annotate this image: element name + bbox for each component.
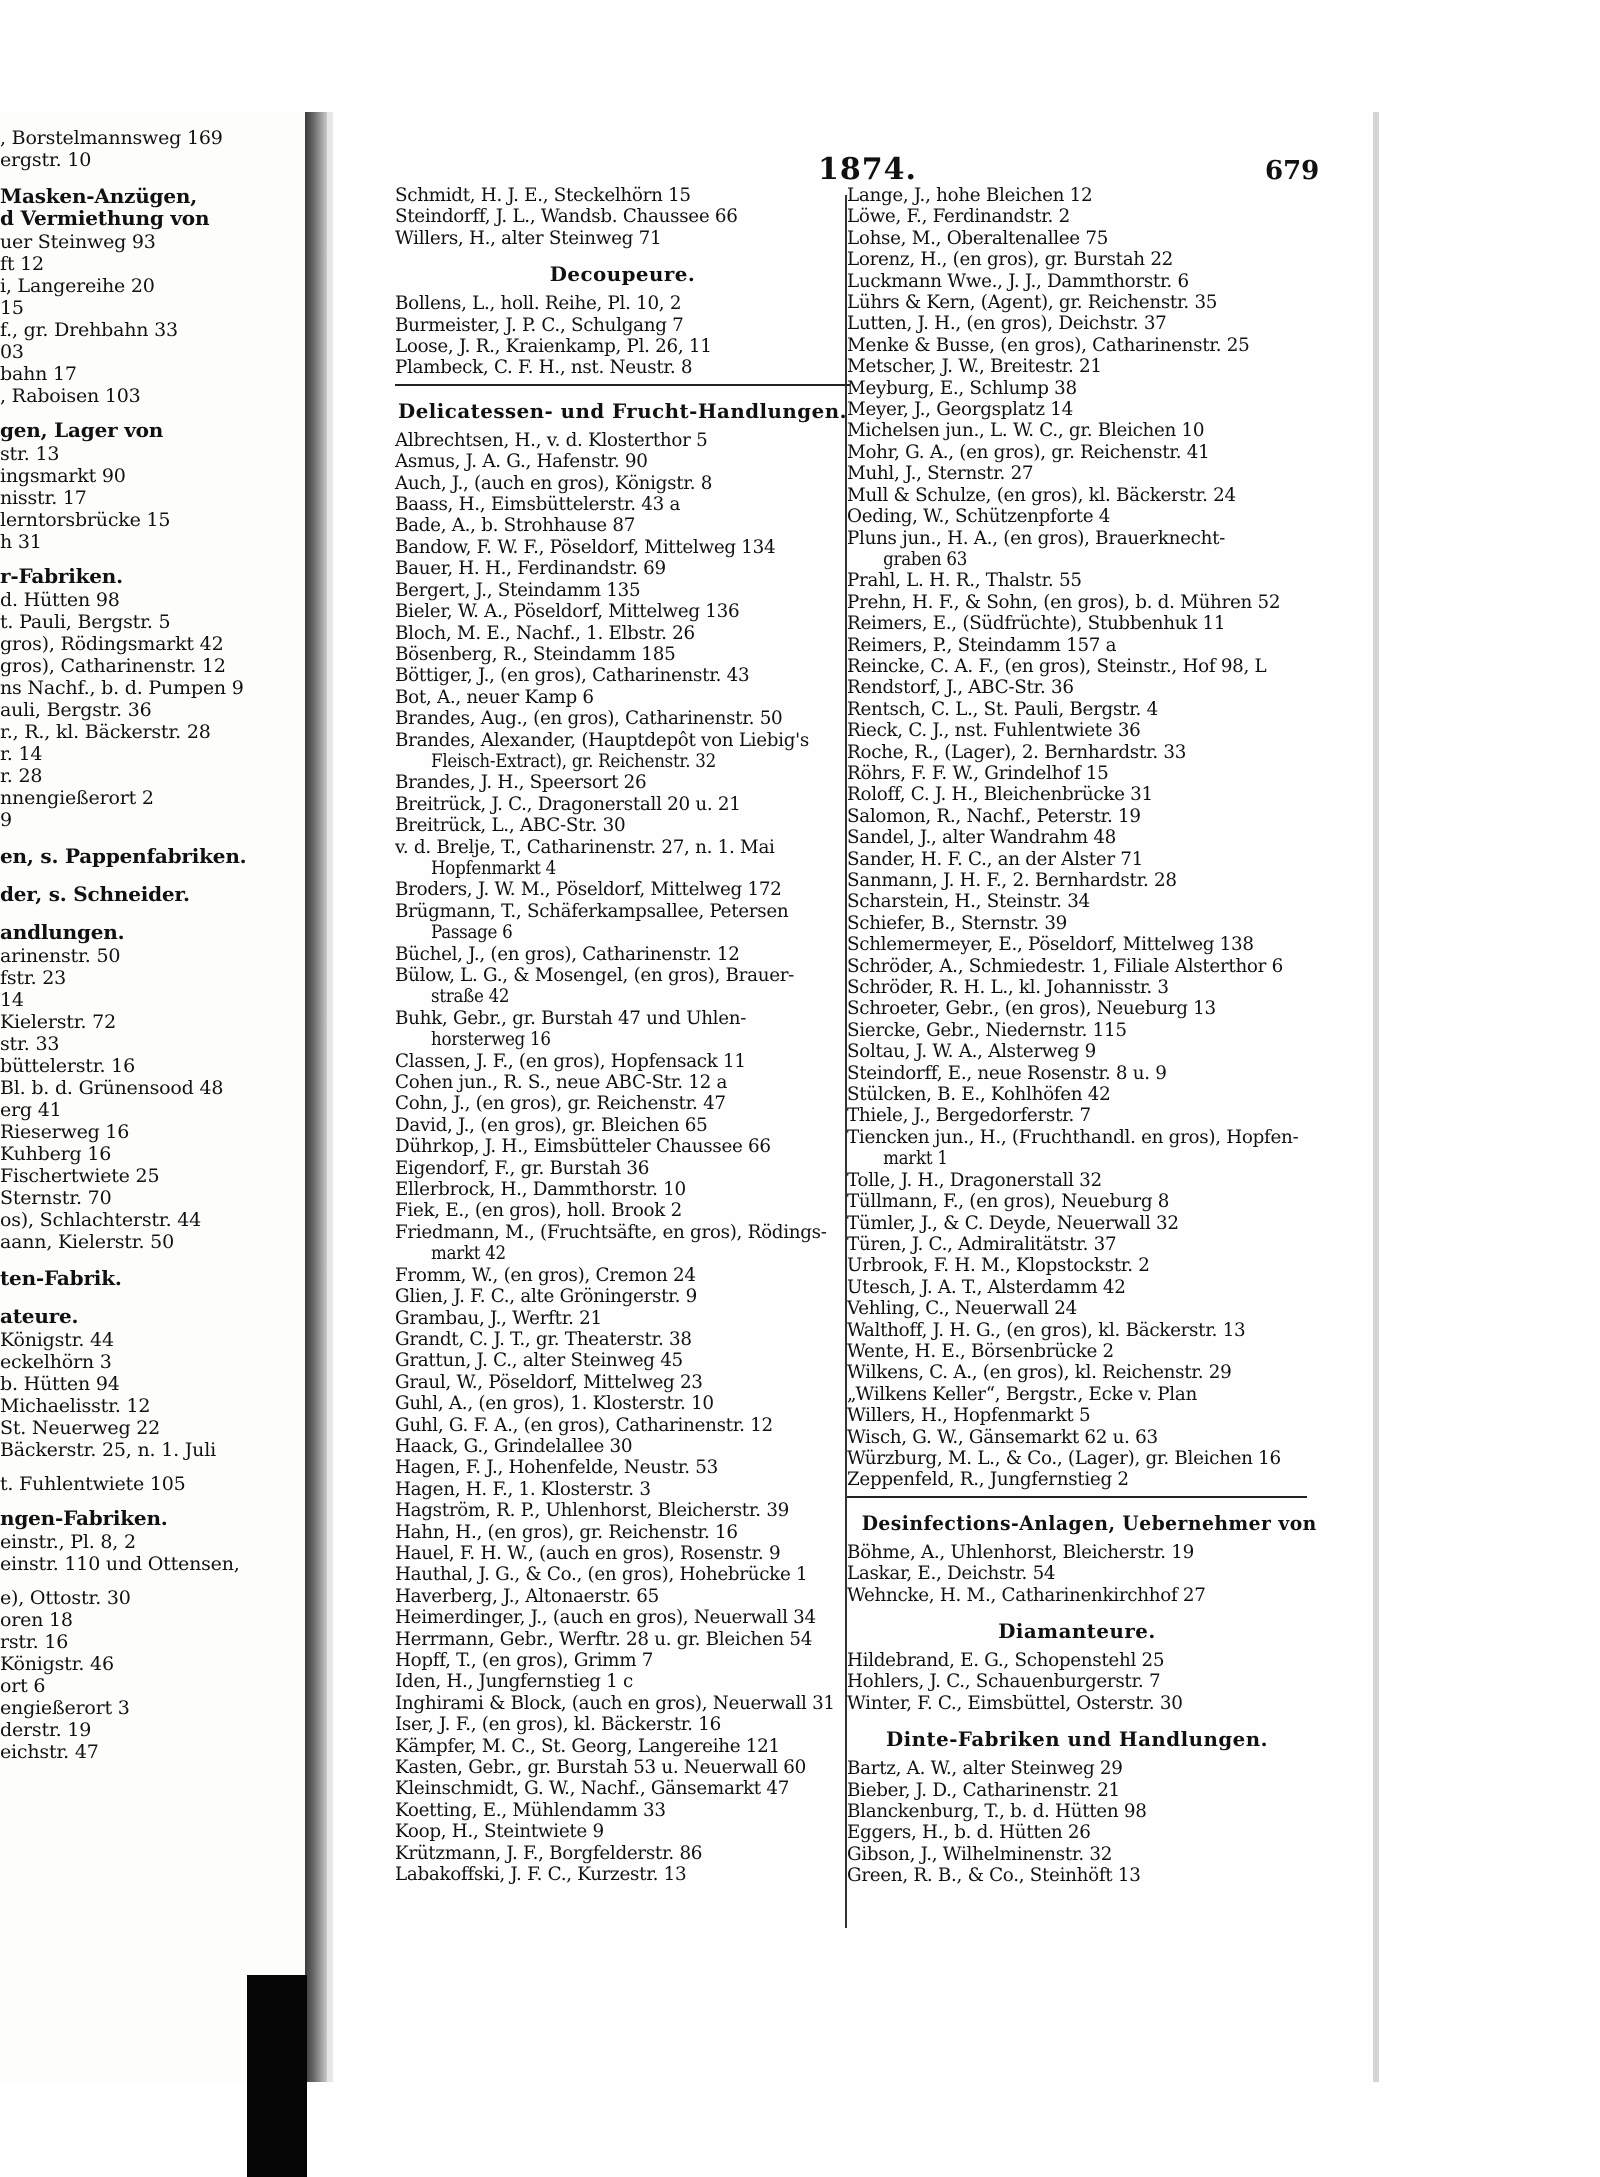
directory-entry: Cohn, J., (en gros), gr. Reichenstr. 47 bbox=[395, 1093, 726, 1115]
directory-entry-continuation: Passage 6 bbox=[431, 922, 513, 944]
directory-entry: Buhk, Gebr., gr. Burstah 47 und Uhlen- bbox=[395, 1007, 747, 1029]
left-page-line: Bl. b. d. Grünensood 48 bbox=[0, 1077, 224, 1099]
left-page-line: 15 bbox=[0, 297, 24, 319]
directory-entry: Brandes, Aug., (en gros), Catharinenstr. 50 bbox=[395, 708, 783, 730]
directory-entry: Lorenz, H., (en gros), gr. Burstah 22 bbox=[847, 249, 1174, 271]
left-page-heading: Masken-Anzügen, bbox=[0, 184, 197, 208]
left-page-heading: ateure. bbox=[0, 1304, 79, 1328]
directory-entry: Bollens, L., holl. Reihe, Pl. 10, 2 bbox=[395, 293, 682, 315]
directory-entry: Walthoff, J. H. G., (en gros), kl. Bäckerstr. 13 bbox=[847, 1319, 1246, 1341]
directory-entry-continuation: graben 63 bbox=[883, 548, 968, 570]
section-heading: Desinfections-Anlagen, Uebernehmer von bbox=[861, 1510, 1317, 1535]
directory-entry: Lange, J., hohe Bleichen 12 bbox=[847, 185, 1093, 206]
left-page-line: eichstr. 47 bbox=[0, 1741, 99, 1763]
left-page-line: 9 bbox=[0, 809, 12, 831]
directory-entry: Bauer, H. H., Ferdinandstr. 69 bbox=[395, 558, 666, 580]
directory-entry: Guhl, G. F. A., (en gros), Catharinenstr. 12 bbox=[395, 1414, 773, 1436]
directory-entry: Fromm, W., (en gros), Cremon 24 bbox=[395, 1264, 696, 1286]
left-page-line: bahn 17 bbox=[0, 363, 77, 385]
directory-entry: Stülcken, B. E., Kohlhöfen 42 bbox=[847, 1084, 1111, 1106]
left-page-line: Königstr. 44 bbox=[0, 1329, 114, 1351]
left-page-line: gros), Rödingsmarkt 42 bbox=[0, 633, 224, 655]
directory-entry: Haack, G., Grindelallee 30 bbox=[395, 1435, 633, 1457]
directory-entry: Bartz, A. W., alter Steinweg 29 bbox=[847, 1758, 1123, 1780]
left-page-heading: d Vermiethung von bbox=[0, 206, 210, 230]
left-page-line: Rieserweg 16 bbox=[0, 1121, 130, 1143]
directory-entry: Thiele, J., Bergedorferstr. 7 bbox=[847, 1105, 1091, 1127]
left-page-line: nnengießerort 2 bbox=[0, 787, 154, 809]
directory-entry: Soltau, J. W. A., Alsterweg 9 bbox=[847, 1041, 1096, 1063]
directory-entry: Eigendorf, F., gr. Burstah 36 bbox=[395, 1157, 650, 1179]
directory-entry: Steindorff, E., neue Rosenstr. 8 u. 9 bbox=[847, 1062, 1167, 1084]
directory-entry-continuation: markt 1 bbox=[883, 1148, 948, 1170]
directory-entry: Böhme, A., Uhlenhorst, Bleicherstr. 19 bbox=[847, 1541, 1194, 1563]
directory-entry: Willers, H., alter Steinweg 71 bbox=[395, 227, 662, 249]
directory-entry: Bösenberg, R., Steindamm 185 bbox=[395, 643, 676, 665]
directory-entry: Green, R. B., & Co., Steinhöft 13 bbox=[847, 1865, 1141, 1887]
directory-entry: Glien, J. F. C., alte Gröningerstr. 9 bbox=[395, 1286, 698, 1308]
directory-entry: Hauthal, J. G., & Co., (en gros), Hohebrücke 1 bbox=[395, 1564, 808, 1586]
directory-entry: Wente, H. E., Börsenbrücke 2 bbox=[847, 1340, 1114, 1362]
left-page-line: f., gr. Drehbahn 33 bbox=[0, 319, 178, 341]
directory-entry: Scharstein, H., Steinstr. 34 bbox=[847, 891, 1090, 913]
directory-entry: Willers, H., Hopfenmarkt 5 bbox=[847, 1405, 1091, 1427]
directory-entry: Tümler, J., & C. Deyde, Neuerwall 32 bbox=[847, 1212, 1179, 1234]
left-page-heading: andlungen. bbox=[0, 920, 125, 944]
directory-entry: Ellerbrock, H., Dammthorstr. 10 bbox=[395, 1179, 686, 1201]
directory-entry: Mohr, G. A., (en gros), gr. Reichenstr. 41 bbox=[847, 441, 1210, 463]
page-header-year: 1874. bbox=[818, 152, 917, 187]
directory-entry: Iden, H., Jungfernstieg 1 c bbox=[395, 1671, 633, 1693]
directory-entry: Hagström, R. P., Uhlenhorst, Bleicherstr. 39 bbox=[395, 1500, 790, 1522]
directory-entry: Lührs & Kern, (Agent), gr. Reichenstr. 35 bbox=[847, 292, 1218, 314]
left-page-line: e), Ottostr. 30 bbox=[0, 1587, 131, 1609]
directory-entry: Laskar, E., Deichstr. 54 bbox=[847, 1563, 1056, 1585]
directory-entry-continuation: markt 42 bbox=[431, 1243, 506, 1265]
directory-entry: Cohen jun., R. S., neue ABC-Str. 12 a bbox=[395, 1072, 728, 1094]
directory-entry: Siercke, Gebr., Niedernstr. 115 bbox=[847, 1019, 1127, 1041]
directory-entry: Reincke, C. A. F., (en gros), Steinstr., Hof 98, L bbox=[847, 655, 1267, 677]
directory-entry: Rieck, C. J., nst. Fuhlentwiete 36 bbox=[847, 720, 1141, 742]
directory-entry: Grattun, J. C., alter Steinweg 45 bbox=[395, 1350, 683, 1372]
directory-entry: Tolle, J. H., Dragonerstall 32 bbox=[847, 1169, 1102, 1191]
left-page-line: ingsmarkt 90 bbox=[0, 465, 126, 487]
directory-entry: Würzburg, M. L., & Co., (Lager), gr. Bleichen 16 bbox=[847, 1447, 1281, 1469]
directory-entry: Urbrook, F. H. M., Klopstockstr. 2 bbox=[847, 1255, 1150, 1277]
directory-entry: David, J., (en gros), gr. Bleichen 65 bbox=[395, 1114, 708, 1136]
directory-entry: Menke & Busse, (en gros), Catharinenstr. 25 bbox=[847, 334, 1250, 356]
directory-entry: Roloff, C. J. H., Bleichenbrücke 31 bbox=[847, 784, 1153, 806]
spine-shadow bbox=[247, 1975, 307, 2177]
left-page-heading: der, s. Schneider. bbox=[0, 882, 190, 906]
section-heading: Dinte-Fabriken und Handlungen. bbox=[885, 1727, 1269, 1752]
left-page-heading: r-Fabriken. bbox=[0, 564, 123, 588]
directory-entry: Kleinschmidt, G. W., Nachf., Gänsemarkt 47 bbox=[395, 1778, 790, 1800]
directory-entry: Hildebrand, E. G., Schopenstehl 25 bbox=[847, 1650, 1165, 1671]
left-page-line: rstr. 16 bbox=[0, 1631, 69, 1653]
directory-entry: Brandes, Alexander, (Hauptdepôt von Liebig's bbox=[395, 729, 809, 751]
directory-entry: Haverberg, J., Altonaerstr. 65 bbox=[395, 1585, 659, 1607]
left-page-line: , Raboisen 103 bbox=[0, 385, 141, 407]
directory-entry: Guhl, A., (en gros), 1. Klosterstr. 10 bbox=[395, 1393, 714, 1415]
directory-entry: Bandow, F. W. F., Pöseldorf, Mittelweg 134 bbox=[395, 536, 776, 558]
left-page-line: r., R., kl. Bäckerstr. 28 bbox=[0, 721, 211, 743]
directory-entry: Hopff, T., (en gros), Grimm 7 bbox=[395, 1650, 654, 1671]
directory-entry: Mull & Schulze, (en gros), kl. Bäckerstr. 24 bbox=[847, 484, 1236, 506]
directory-entry: „Wilkens Keller“, Bergstr., Ecke v. Plan bbox=[847, 1383, 1197, 1405]
left-page-line: b. Hütten 94 bbox=[0, 1373, 120, 1395]
directory-entry: Büchel, J., (en gros), Catharinenstr. 12 bbox=[395, 943, 740, 965]
left-page-heading: ten-Fabrik. bbox=[0, 1266, 122, 1290]
directory-entry: Prahl, L. H. R., Thalstr. 55 bbox=[847, 570, 1082, 592]
directory-entry: Schroeter, Gebr., (en gros), Neueburg 13 bbox=[847, 998, 1216, 1020]
page-number: 679 bbox=[1265, 156, 1320, 186]
left-page-line: oren 18 bbox=[0, 1609, 73, 1631]
left-page-line: fstr. 23 bbox=[0, 967, 67, 989]
directory-entry: Wilkens, C. A., (en gros), kl. Reichenstr. 29 bbox=[847, 1362, 1232, 1384]
book-gutter bbox=[305, 112, 327, 2082]
left-page-line: nisstr. 17 bbox=[0, 487, 87, 509]
directory-entry: Kasten, Gebr., gr. Burstah 53 u. Neuerwall 60 bbox=[395, 1757, 806, 1779]
left-page-line: 03 bbox=[0, 341, 24, 363]
directory-entry: Breitrück, J. C., Dragonerstall 20 u. 21 bbox=[395, 793, 741, 815]
directory-entry: Grambau, J., Werftr. 21 bbox=[395, 1307, 602, 1329]
directory-entry: Friedmann, M., (Fruchtsäfte, en gros), Rödings- bbox=[395, 1221, 827, 1243]
directory-entry: Bot, A., neuer Kamp 6 bbox=[395, 686, 594, 708]
directory-entry: Prehn, H. F., & Sohn, (en gros), b. d. Mühren 52 bbox=[847, 591, 1281, 613]
left-page-heading: en, s. Pappenfabriken. bbox=[0, 844, 247, 868]
directory-entry: Vehling, C., Neuerwall 24 bbox=[847, 1298, 1077, 1320]
directory-entry: Oeding, W., Schützenpforte 4 bbox=[847, 506, 1111, 528]
directory-entry: Bade, A., b. Strohhause 87 bbox=[395, 515, 636, 537]
directory-entry: Schlemermeyer, E., Pöseldorf, Mittelweg 138 bbox=[847, 934, 1254, 956]
left-page-line: ft 12 bbox=[0, 253, 44, 275]
directory-entry: Baass, H., Eimsbüttelerstr. 43 a bbox=[395, 494, 681, 516]
left-page-line: h 31 bbox=[0, 531, 42, 553]
directory-entry: Eggers, H., b. d. Hütten 26 bbox=[847, 1822, 1091, 1844]
left-page-line: derstr. 19 bbox=[0, 1719, 92, 1741]
directory-entry: Herrmann, Gebr., Werftr. 28 u. gr. Bleichen 54 bbox=[395, 1628, 813, 1650]
directory-entry-continuation: straße 42 bbox=[431, 986, 510, 1008]
directory-column-right bbox=[847, 185, 1317, 1887]
directory-entry: Hahn, H., (en gros), gr. Reichenstr. 16 bbox=[395, 1521, 738, 1543]
left-page-line: uer Steinweg 93 bbox=[0, 231, 156, 253]
directory-entry: Grandt, C. J. T., gr. Theaterstr. 38 bbox=[395, 1328, 692, 1350]
directory-entry: Loose, J. R., Kraienkamp, Pl. 26, 11 bbox=[395, 336, 712, 358]
directory-entry: Classen, J. F., (en gros), Hopfensack 11 bbox=[395, 1050, 746, 1072]
directory-entry: Koetting, E., Mühlendamm 33 bbox=[395, 1799, 666, 1821]
directory-entry: Broders, J. W. M., Pöseldorf, Mittelweg 172 bbox=[395, 879, 782, 901]
left-page-line: auli, Bergstr. 36 bbox=[0, 699, 152, 721]
directory-entry-continuation: Hopfenmarkt 4 bbox=[431, 857, 556, 879]
directory-entry: Lohse, M., Oberaltenallee 75 bbox=[847, 227, 1109, 249]
directory-entry: Metscher, J. W., Breitestr. 21 bbox=[847, 356, 1102, 378]
left-page-line: erg 41 bbox=[0, 1099, 62, 1121]
directory-entry: Fiek, E., (en gros), holl. Brook 2 bbox=[395, 1200, 682, 1222]
page-edge bbox=[1373, 112, 1379, 2082]
directory-entry: Rentsch, C. L., St. Pauli, Bergstr. 4 bbox=[847, 698, 1158, 720]
directory-entry: Wehncke, H. M., Catharinenkirchhof 27 bbox=[847, 1584, 1206, 1606]
directory-entry: Roche, R., (Lager), 2. Bernhardstr. 33 bbox=[847, 741, 1187, 763]
directory-entry: Inghirami & Block, (auch en gros), Neuerwall 31 bbox=[395, 1692, 835, 1714]
directory-entry: Koop, H., Steintwiete 9 bbox=[395, 1821, 604, 1843]
section-heading: Delicatessen- und Frucht-Handlungen. bbox=[398, 398, 847, 423]
left-page-line: Kielerstr. 72 bbox=[0, 1011, 116, 1033]
directory-column-left bbox=[395, 185, 850, 1885]
left-page-line: r. 14 bbox=[0, 743, 43, 765]
left-page-line: d. Hütten 98 bbox=[0, 589, 120, 611]
directory-entry: Bergert, J., Steindamm 135 bbox=[395, 579, 641, 601]
directory-entry: Graul, W., Pöseldorf, Mittelweg 23 bbox=[395, 1371, 703, 1393]
directory-entry: Reimers, P., Steindamm 157 a bbox=[847, 634, 1117, 656]
directory-entry: Luckmann Wwe., J. J., Dammthorstr. 6 bbox=[847, 270, 1189, 292]
section-rule bbox=[395, 384, 850, 386]
directory-entry: Utesch, J. A. T., Alsterdamm 42 bbox=[847, 1276, 1126, 1298]
left-page-line: t. Pauli, Bergstr. 5 bbox=[0, 611, 171, 633]
left-page-line: r. 28 bbox=[0, 765, 43, 787]
left-page-line: Bäckerstr. 25, n. 1. Juli bbox=[0, 1439, 216, 1461]
directory-entry: Steindorff, J. L., Wandsb. Chaussee 66 bbox=[395, 206, 738, 228]
directory-entry: Löwe, F., Ferdinandstr. 2 bbox=[847, 206, 1070, 228]
directory-entry: Wisch, G. W., Gänsemarkt 62 u. 63 bbox=[847, 1426, 1158, 1448]
left-page-line: einstr., Pl. 8, 2 bbox=[0, 1531, 136, 1553]
left-page-line: str. 13 bbox=[0, 443, 60, 465]
directory-entry: Burmeister, J. P. C., Schulgang 7 bbox=[395, 314, 684, 336]
section-heading: Diamanteure. bbox=[998, 1619, 1156, 1643]
directory-entry: Auch, J., (auch en gros), Königstr. 8 bbox=[395, 472, 713, 494]
directory-entry-continuation: Fleisch-Extract), gr. Reichenstr. 32 bbox=[431, 750, 716, 772]
left-page-line: , Borstelmannsweg 169 bbox=[0, 127, 223, 149]
left-page-line: einstr. 110 und Ottensen, bbox=[0, 1553, 240, 1575]
directory-entry: Tüllmann, F., (en gros), Neueburg 8 bbox=[847, 1191, 1170, 1213]
left-page-line: büttelerstr. 16 bbox=[0, 1055, 135, 1077]
left-page-line: St. Neuerweg 22 bbox=[0, 1417, 161, 1439]
directory-entry: Meyburg, E., Schlump 38 bbox=[847, 377, 1077, 399]
directory-entry: Hohlers, J. C., Schauenburgerstr. 7 bbox=[847, 1671, 1161, 1693]
directory-entry: Türen, J. C., Admiralitätstr. 37 bbox=[847, 1233, 1117, 1255]
directory-entry: Meyer, J., Georgsplatz 14 bbox=[847, 399, 1073, 421]
directory-entry: Plambeck, C. F. H., nst. Neustr. 8 bbox=[395, 357, 693, 379]
directory-entry: Zeppenfeld, R., Jungfernstieg 2 bbox=[847, 1469, 1129, 1491]
directory-entry: Heimerdinger, J., (auch en gros), Neuerwall 34 bbox=[395, 1607, 816, 1629]
directory-entry: Hauel, F. H. W., (auch en gros), Rosenstr. 9 bbox=[395, 1542, 781, 1564]
section-rule bbox=[847, 1496, 1307, 1498]
directory-entry: Krützmann, J. F., Borgfelderstr. 86 bbox=[395, 1842, 703, 1864]
left-page-line: i, Langereihe 20 bbox=[0, 275, 155, 297]
directory-entry: Bieber, J. D., Catharinenstr. 21 bbox=[847, 1779, 1120, 1801]
directory-entry: Dührkop, J. H., Eimsbütteler Chaussee 66 bbox=[395, 1136, 771, 1158]
directory-entry: Labakoffski, J. F. C., Kurzestr. 13 bbox=[395, 1864, 687, 1886]
directory-entry: Rendstorf, J., ABC-Str. 36 bbox=[847, 677, 1074, 699]
directory-entry: Bieler, W. A., Pöseldorf, Mittelweg 136 bbox=[395, 601, 740, 623]
directory-entry: Sandel, J., alter Wandrahm 48 bbox=[847, 827, 1117, 849]
directory-entry: Breitrück, L., ABC-Str. 30 bbox=[395, 815, 626, 837]
directory-entry: Lutten, J. H., (en gros), Deichstr. 37 bbox=[847, 313, 1167, 335]
directory-entry: Kämpfer, M. C., St. Georg, Langereihe 121 bbox=[395, 1735, 780, 1757]
directory-entry: Blanckenburg, T., b. d. Hütten 98 bbox=[847, 1801, 1147, 1823]
directory-entry: Hagen, H. F., 1. Klosterstr. 3 bbox=[395, 1478, 651, 1500]
directory-entry: Tiencken jun., H., (Fruchthandl. en gros), Hopfen- bbox=[847, 1126, 1299, 1148]
left-page-line: Michaelisstr. 12 bbox=[0, 1395, 151, 1417]
left-page-line: Königstr. 46 bbox=[0, 1653, 114, 1675]
left-page-line: ort 6 bbox=[0, 1675, 46, 1697]
left-page-line: Fischertwiete 25 bbox=[0, 1165, 160, 1187]
directory-entry: Brandes, J. H., Speersort 26 bbox=[395, 772, 647, 794]
directory-entry: Gibson, J., Wilhelminenstr. 32 bbox=[847, 1843, 1113, 1865]
directory-entry-continuation: horsterweg 16 bbox=[431, 1029, 551, 1051]
directory-entry: Hagen, F. J., Hohenfelde, Neustr. 53 bbox=[395, 1457, 718, 1479]
left-page-line: t. Fuhlentwiete 105 bbox=[0, 1473, 186, 1495]
directory-entry: Albrechtsen, H., v. d. Klosterthor 5 bbox=[395, 429, 708, 451]
directory-entry: Bloch, M. E., Nachf., 1. Elbstr. 26 bbox=[395, 622, 695, 644]
directory-entry: Böttiger, J., (en gros), Catharinenstr. 43 bbox=[395, 665, 750, 687]
left-page-line: arinenstr. 50 bbox=[0, 945, 121, 967]
left-page-heading: gen, Lager von bbox=[0, 418, 164, 442]
left-page-line: gros), Catharinenstr. 12 bbox=[0, 655, 226, 677]
directory-entry: Schiefer, B., Sternstr. 39 bbox=[847, 912, 1068, 934]
directory-entry: Bülow, L. G., & Mosengel, (en gros), Brauer- bbox=[395, 965, 795, 986]
left-page-line: 14 bbox=[0, 989, 24, 1011]
directory-entry: Schröder, A., Schmiedestr. 1, Filiale Alsterthor 6 bbox=[847, 955, 1283, 977]
section-heading: Decoupeure. bbox=[549, 262, 696, 287]
left-page-line: ns Nachf., b. d. Pumpen 9 bbox=[0, 677, 244, 699]
directory-entry: Brügmann, T., Schäferkampsallee, Petersen bbox=[395, 900, 789, 922]
directory-entry: Sanmann, J. H. F., 2. Bernhardstr. 28 bbox=[847, 870, 1177, 891]
directory-entry: Winter, F. C., Eimsbüttel, Osterstr. 30 bbox=[847, 1692, 1183, 1714]
directory-entry: Pluns jun., H. A., (en gros), Brauerknecht- bbox=[847, 527, 1226, 549]
left-page-heading: ngen-Fabriken. bbox=[0, 1506, 168, 1530]
left-page-line: Sternstr. 70 bbox=[0, 1187, 112, 1209]
left-page-fragment bbox=[0, 112, 305, 2082]
left-page-line: ergstr. 10 bbox=[0, 149, 92, 171]
directory-entry: Michelsen jun., L. W. C., gr. Bleichen 10 bbox=[847, 420, 1205, 442]
directory-entry: v. d. Brelje, T., Catharinenstr. 27, n. 1. Mai bbox=[395, 836, 775, 858]
directory-entry: Asmus, J. A. G., Hafenstr. 90 bbox=[395, 451, 648, 473]
left-page-line: eckelhörn 3 bbox=[0, 1351, 112, 1373]
directory-entry: Muhl, J., Sternstr. 27 bbox=[847, 463, 1034, 485]
directory-entry: Reimers, E., (Südfrüchte), Stubbenhuk 11 bbox=[847, 613, 1226, 635]
left-page-line: lerntorsbrücke 15 bbox=[0, 509, 171, 531]
directory-entry: Sander, H. F. C., an der Alster 71 bbox=[847, 848, 1144, 870]
directory-entry: Schmidt, H. J. E., Steckelhörn 15 bbox=[395, 185, 691, 206]
directory-entry: Schröder, R. H. L., kl. Johannisstr. 3 bbox=[847, 977, 1169, 999]
left-page-line: str. 33 bbox=[0, 1033, 60, 1055]
directory-entry: Iser, J. F., (en gros), kl. Bäckerstr. 16 bbox=[395, 1714, 721, 1736]
left-page-line: Kuhberg 16 bbox=[0, 1143, 112, 1165]
left-page-line: engießerort 3 bbox=[0, 1697, 130, 1719]
directory-entry: Salomon, R., Nachf., Peterstr. 19 bbox=[847, 805, 1141, 827]
left-page-line: aann, Kielerstr. 50 bbox=[0, 1231, 174, 1253]
left-page-line: os), Schlachterstr. 44 bbox=[0, 1209, 202, 1231]
directory-entry: Röhrs, F. F. W., Grindelhof 15 bbox=[847, 762, 1109, 784]
